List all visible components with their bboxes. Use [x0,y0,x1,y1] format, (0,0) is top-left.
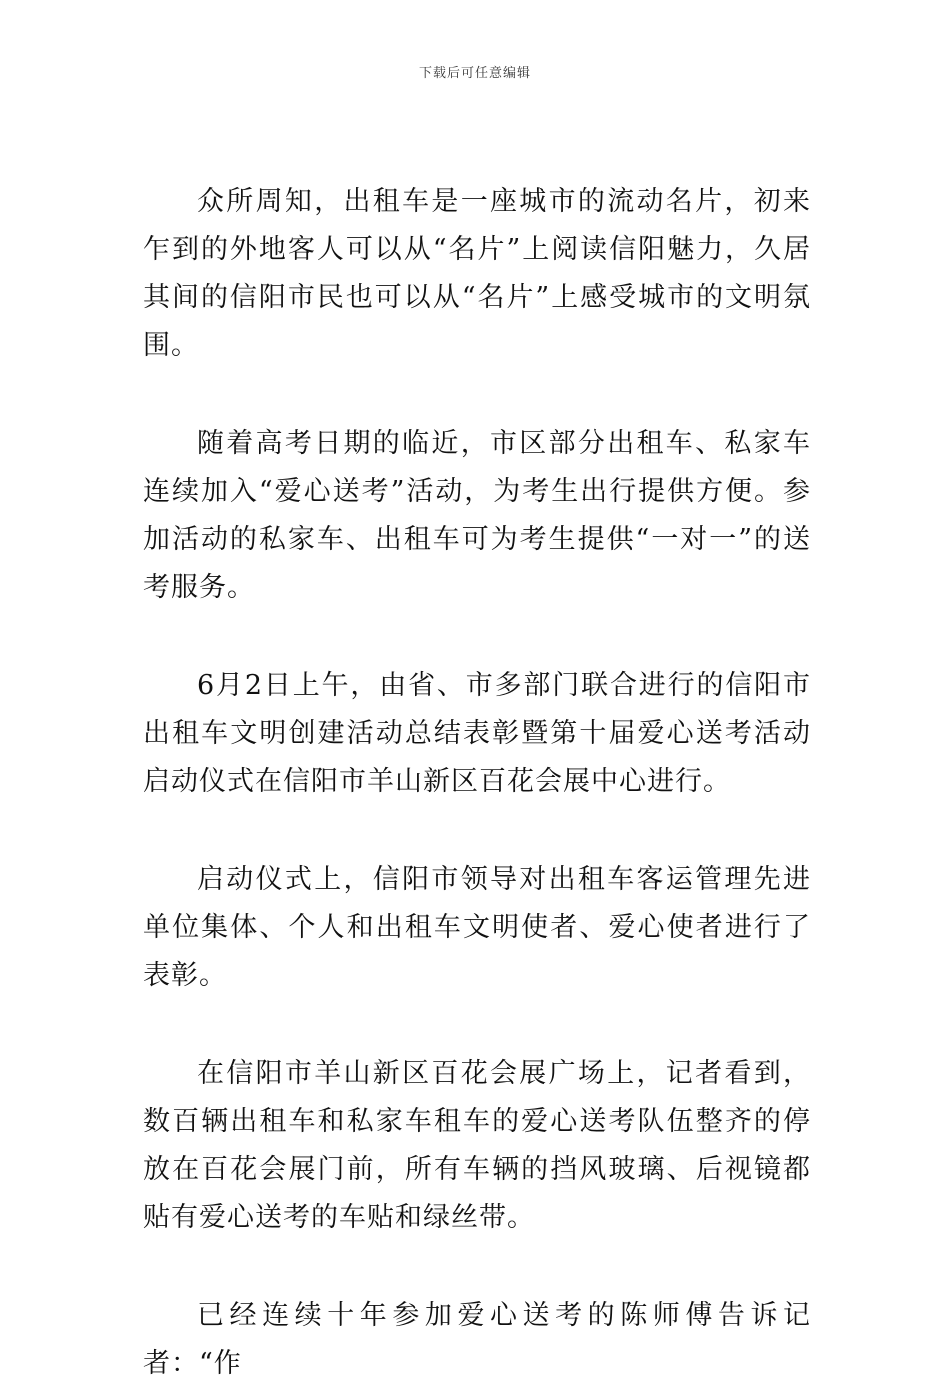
paragraph-2: 随着高考日期的临近，市区部分出租车、私家车连续加入“爱心送考”活动，为考生出行提供方便。参加活动的私家车、出租车可为考生提供“一对一”的送考服务。 [143,428,811,603]
paragraph-4: 启动仪式上，信阳市领导对出租车客运管理先进单位集体、个人和出租车文明使者、爱心使者进行了表彰。 [143,864,811,991]
paragraph-1: 众所周知，出租车是一座城市的流动名片，初来乍到的外地客人可以从“名片”上阅读信阳魅力，久居其间的信阳市民也可以从“名片”上感受城市的文明氛围。 [143,186,811,361]
article-body [143,178,811,1388]
paragraph-6: 已经连续十年参加爱心送考的陈师傅告诉记者：“作 [143,1300,811,1379]
header-note: 下载后可任意编辑 [418,66,531,81]
paragraph-5: 在信阳市羊山新区百花会展广场上，记者看到，数百辆出租车和私家车租车的爱心送考队伍整齐的停放在百花会展门前，所有车辆的挡风玻璃、后视镜都贴有爱心送考的车贴和绿丝带。 [143,1058,811,1233]
paragraph-3: 6月2日上午，由省、市多部门联合进行的信阳市出租车文明创建活动总结表彰暨第十届爱心送考活动启动仪式在信阳市羊山新区百花会展中心进行。 [143,670,811,797]
